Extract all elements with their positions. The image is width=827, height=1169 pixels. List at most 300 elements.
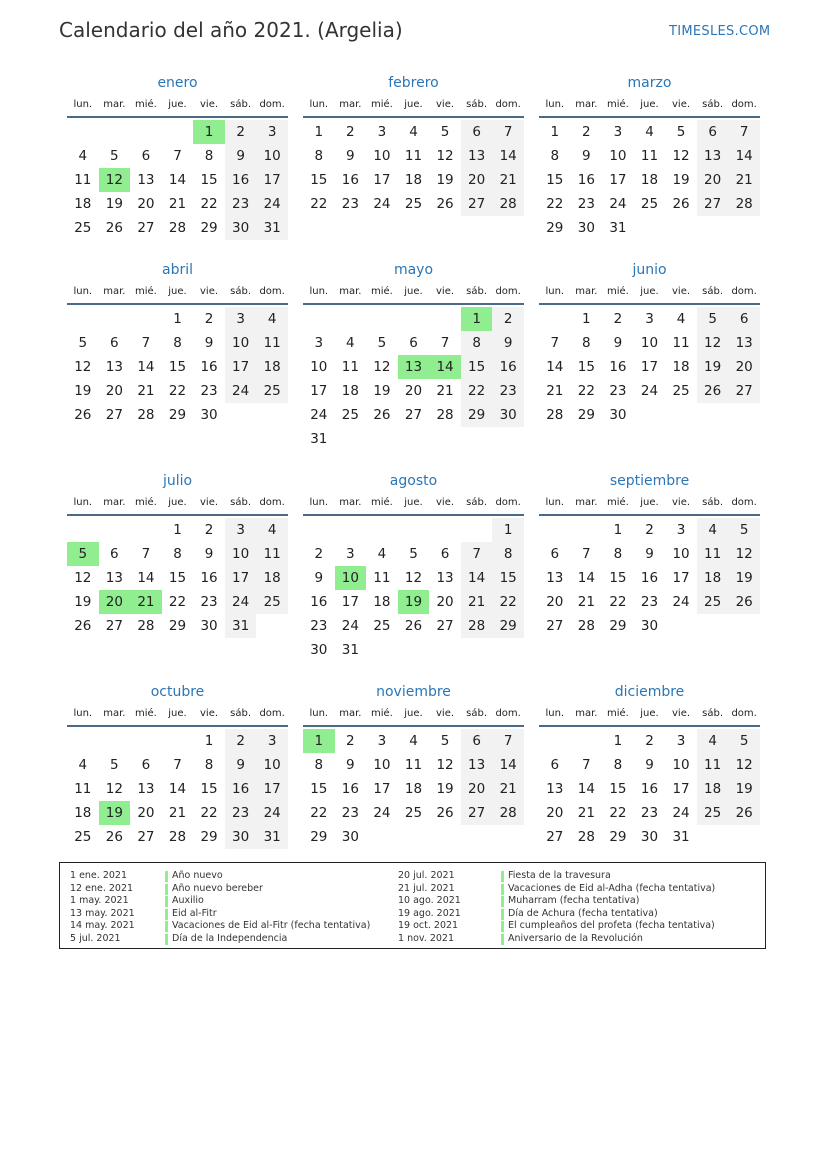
day-cell: 24 — [672, 594, 690, 610]
day-cell: 29 — [168, 407, 187, 423]
day-cell: 23 — [640, 805, 659, 821]
day-grid — [67, 518, 288, 662]
day-grid — [539, 518, 760, 662]
day-cell: 18 — [74, 805, 92, 821]
day-cell: 23 — [492, 379, 524, 403]
day-cell: 9 — [314, 570, 324, 586]
day-cell: 30 — [200, 407, 218, 423]
day-cell: 10 — [225, 542, 257, 566]
weekday-label: jue. — [404, 497, 423, 508]
day-cell: 23 — [310, 618, 328, 634]
day-cell: 3 — [645, 311, 654, 327]
day-cell: 5 — [377, 335, 387, 351]
weekday-label: mié. — [606, 99, 629, 110]
weekday-label: sáb. — [230, 708, 252, 719]
day-cell: 14 — [546, 359, 564, 375]
day-cell: 12 — [404, 570, 423, 586]
day-cell: 26 — [728, 590, 760, 614]
day-cell: 4 — [409, 124, 418, 140]
weekday-label: mié. — [134, 99, 157, 110]
day-cell: 19 — [436, 781, 454, 797]
day-grid — [67, 729, 288, 873]
day-cell: 1 — [613, 522, 623, 538]
month-marzo — [539, 72, 760, 264]
holiday-date: 13 may. 2021 — [70, 907, 135, 919]
day-cell: 21 — [461, 590, 493, 614]
holiday-day-cell: 20 — [99, 590, 131, 614]
holiday-date: 12 ene. 2021 — [70, 882, 134, 894]
day-cell: 5 — [440, 733, 450, 749]
weekday-label: jue. — [640, 708, 659, 719]
day-cell: 13 — [728, 331, 760, 355]
holiday-day-cell: 1 — [193, 120, 225, 144]
day-cell: 13 — [137, 172, 155, 188]
month-name: junio — [632, 262, 667, 278]
weekday-label: vie. — [200, 99, 219, 110]
weekday-label: lun. — [545, 99, 565, 110]
holiday-color-marker — [501, 909, 504, 920]
day-cell: 23 — [200, 383, 218, 399]
weekday-label: dom. — [259, 708, 285, 719]
day-cell: 14 — [137, 359, 155, 375]
holiday-day-cell: 14 — [429, 355, 461, 379]
day-cell: 27 — [105, 407, 123, 423]
day-cell: 2 — [346, 124, 355, 140]
day-cell: 30 — [310, 642, 328, 658]
day-cell: 21 — [168, 805, 187, 821]
day-cell: 7 — [492, 120, 524, 144]
day-cell: 16 — [200, 570, 218, 586]
day-cell: 22 — [200, 196, 218, 212]
weekday-header — [303, 94, 524, 118]
day-cell: 17 — [640, 359, 659, 375]
weekday-label: vie. — [672, 497, 691, 508]
month-enero — [67, 72, 288, 264]
day-cell: 7 — [173, 757, 182, 773]
weekday-label: lun. — [545, 708, 565, 719]
day-cell: 2 — [613, 311, 623, 327]
month-name: septiembre — [609, 473, 690, 489]
day-cell: 27 — [404, 407, 423, 423]
holiday-name: Muharram (fecha tentativa) — [508, 895, 640, 906]
day-cell: 23 — [640, 594, 659, 610]
weekday-header — [67, 281, 288, 305]
day-cell: 20 — [137, 805, 155, 821]
weekday-label: dom. — [259, 286, 285, 297]
day-cell: 26 — [436, 196, 454, 212]
day-cell: 5 — [409, 546, 418, 562]
day-cell: 18 — [404, 781, 423, 797]
day-cell: 14 — [168, 172, 187, 188]
month-name: agosto — [389, 473, 438, 489]
weekday-label: mar. — [575, 286, 598, 297]
day-cell: 1 — [613, 733, 623, 749]
day-cell: 14 — [461, 566, 493, 590]
weekday-label: dom. — [731, 708, 757, 719]
day-cell: 30 — [341, 829, 359, 845]
site-link[interactable]: TIMESLES.COM — [669, 24, 771, 39]
day-cell: 4 — [377, 546, 387, 562]
day-cell: 6 — [409, 335, 418, 351]
day-cell: 3 — [225, 307, 257, 331]
day-cell: 20 — [404, 383, 423, 399]
day-cell: 15 — [310, 172, 328, 188]
day-cell: 29 — [310, 829, 328, 845]
day-cell: 10 — [373, 757, 391, 773]
day-cell: 20 — [105, 383, 123, 399]
holiday-date: 1 nov. 2021 — [398, 932, 454, 944]
day-cell: 8 — [550, 148, 560, 164]
day-cell: 25 — [256, 590, 288, 614]
day-cell: 7 — [728, 120, 760, 144]
day-cell: 14 — [137, 570, 155, 586]
day-cell: 27 — [137, 829, 155, 845]
day-cell: 9 — [204, 546, 214, 562]
weekday-label: mar. — [103, 497, 126, 508]
weekday-label: vie. — [436, 497, 455, 508]
weekday-label: mié. — [134, 497, 157, 508]
day-cell: 17 — [341, 594, 359, 610]
day-cell: 7 — [173, 148, 182, 164]
day-cell: 6 — [728, 307, 760, 331]
day-cell: 19 — [105, 196, 123, 212]
day-grid — [539, 729, 760, 873]
weekday-label: sáb. — [230, 286, 252, 297]
holiday-name: Año nuevo bereber — [172, 882, 263, 894]
day-cell: 20 — [436, 594, 454, 610]
day-cell: 15 — [492, 566, 524, 590]
day-cell: 5 — [78, 335, 88, 351]
day-cell: 24 — [225, 379, 257, 403]
day-cell: 6 — [550, 546, 560, 562]
day-grid — [67, 120, 288, 264]
day-cell: 17 — [256, 168, 288, 192]
day-cell: 3 — [613, 124, 623, 140]
holiday-day-cell: 5 — [67, 542, 99, 566]
weekday-label: mié. — [370, 286, 393, 297]
weekday-label: mié. — [606, 497, 629, 508]
day-cell: 18 — [404, 172, 423, 188]
weekday-label: vie. — [672, 286, 691, 297]
day-cell: 22 — [168, 594, 187, 610]
day-cell: 9 — [225, 144, 257, 168]
day-grid — [303, 120, 524, 264]
day-cell: 27 — [697, 192, 729, 216]
day-cell: 7 — [440, 335, 450, 351]
weekday-label: dom. — [259, 497, 285, 508]
day-cell: 9 — [613, 335, 623, 351]
day-cell: 30 — [225, 216, 257, 240]
day-cell: 12 — [697, 331, 729, 355]
day-cell: 6 — [697, 120, 729, 144]
day-cell: 31 — [609, 220, 627, 236]
day-cell: 1 — [582, 311, 591, 327]
day-cell: 2 — [582, 124, 591, 140]
weekday-label: mié. — [370, 99, 393, 110]
day-cell: 14 — [728, 144, 760, 168]
weekday-header — [303, 703, 524, 727]
weekday-label: lun. — [545, 286, 565, 297]
weekday-header — [539, 94, 760, 118]
holiday-name: Auxilio — [172, 895, 204, 906]
weekday-label: mié. — [134, 286, 157, 297]
day-cell: 19 — [697, 355, 729, 379]
weekday-label: sáb. — [230, 99, 252, 110]
day-cell: 3 — [256, 120, 288, 144]
day-cell: 2 — [204, 311, 214, 327]
day-cell: 11 — [373, 570, 391, 586]
day-cell: 17 — [609, 172, 627, 188]
day-cell: 8 — [582, 335, 591, 351]
holiday-day-cell: 10 — [335, 566, 367, 590]
day-cell: 22 — [609, 594, 627, 610]
day-cell: 2 — [645, 522, 654, 538]
day-cell: 22 — [200, 805, 218, 821]
day-cell: 16 — [577, 172, 595, 188]
weekday-label: mié. — [606, 708, 629, 719]
day-cell: 29 — [492, 614, 524, 638]
day-cell: 15 — [168, 570, 187, 586]
holiday-date: 14 may. 2021 — [70, 920, 135, 931]
day-grid — [67, 307, 288, 451]
day-cell: 4 — [697, 729, 729, 753]
day-cell: 27 — [546, 829, 564, 845]
day-cell: 3 — [225, 518, 257, 542]
day-grid — [539, 307, 760, 451]
month-name: noviembre — [376, 684, 451, 700]
day-cell: 25 — [640, 196, 659, 212]
day-cell: 6 — [110, 546, 119, 562]
day-cell: 1 — [492, 518, 524, 542]
weekday-label: vie. — [200, 286, 219, 297]
day-cell: 28 — [137, 618, 155, 634]
day-cell: 8 — [613, 546, 623, 562]
day-cell: 9 — [645, 546, 654, 562]
day-cell: 26 — [74, 407, 92, 423]
day-cell: 2 — [225, 729, 257, 753]
day-cell: 23 — [341, 196, 359, 212]
day-cell: 12 — [436, 148, 454, 164]
day-cell: 8 — [613, 757, 623, 773]
weekday-header — [67, 492, 288, 516]
holiday-date: 1 may. 2021 — [70, 895, 129, 906]
weekday-label: sáb. — [702, 99, 724, 110]
day-cell: 15 — [609, 781, 627, 797]
weekday-label: mar. — [575, 99, 598, 110]
day-cell: 24 — [341, 618, 359, 634]
day-cell: 31 — [256, 825, 288, 849]
holiday-day-cell: 12 — [99, 168, 131, 192]
holiday-day-cell: 13 — [398, 355, 430, 379]
day-cell: 6 — [141, 757, 151, 773]
weekday-label: lun. — [309, 286, 329, 297]
day-cell: 24 — [609, 196, 627, 212]
weekday-label: dom. — [731, 286, 757, 297]
day-cell: 18 — [74, 196, 92, 212]
day-cell: 24 — [225, 590, 257, 614]
day-cell: 28 — [577, 829, 595, 845]
day-cell: 27 — [461, 192, 493, 216]
weekday-label: jue. — [168, 286, 187, 297]
day-cell: 19 — [728, 566, 760, 590]
month-diciembre — [539, 681, 760, 873]
day-cell: 1 — [314, 124, 324, 140]
day-cell: 3 — [256, 729, 288, 753]
weekday-label: sáb. — [466, 708, 488, 719]
day-cell: 19 — [74, 383, 92, 399]
day-cell: 20 — [137, 196, 155, 212]
day-cell: 31 — [310, 431, 328, 447]
day-cell: 7 — [582, 757, 591, 773]
weekday-header — [539, 281, 760, 305]
weekday-label: vie. — [200, 708, 219, 719]
month-name: mayo — [393, 262, 434, 278]
weekday-label: vie. — [672, 99, 691, 110]
holiday-date: 19 oct. 2021 — [398, 920, 459, 931]
day-cell: 30 — [577, 220, 595, 236]
day-cell: 25 — [341, 407, 359, 423]
day-cell: 15 — [546, 172, 564, 188]
day-cell: 4 — [256, 307, 288, 331]
day-cell: 9 — [204, 335, 214, 351]
day-cell: 15 — [577, 359, 595, 375]
day-cell: 17 — [373, 781, 391, 797]
day-grid — [539, 120, 760, 264]
day-cell: 29 — [609, 618, 627, 634]
day-cell: 29 — [546, 220, 564, 236]
day-cell: 15 — [168, 359, 187, 375]
day-cell: 18 — [640, 172, 659, 188]
day-cell: 4 — [346, 335, 355, 351]
weekday-label: sáb. — [466, 99, 488, 110]
weekday-label: dom. — [731, 497, 757, 508]
day-cell: 13 — [546, 570, 564, 586]
day-cell: 13 — [461, 753, 493, 777]
day-cell: 2 — [314, 546, 324, 562]
day-cell: 3 — [676, 733, 686, 749]
day-cell: 28 — [168, 220, 187, 236]
day-cell: 31 — [256, 216, 288, 240]
day-cell: 17 — [672, 781, 690, 797]
day-cell: 27 — [728, 379, 760, 403]
day-cell: 27 — [105, 618, 123, 634]
day-cell: 29 — [609, 829, 627, 845]
weekday-label: mar. — [103, 286, 126, 297]
day-cell: 21 — [728, 168, 760, 192]
month-septiembre — [539, 470, 760, 662]
holiday-name: Día de la Independencia — [172, 932, 288, 944]
holiday-date: 10 ago. 2021 — [398, 895, 461, 906]
day-cell: 20 — [461, 168, 493, 192]
weekday-label: jue. — [640, 99, 659, 110]
weekday-header — [67, 94, 288, 118]
day-cell: 22 — [310, 196, 328, 212]
day-cell: 27 — [137, 220, 155, 236]
day-cell: 31 — [225, 614, 257, 638]
holiday-name: Aniversario de la Revolución — [508, 932, 643, 944]
weekday-label: mié. — [370, 497, 393, 508]
day-cell: 15 — [609, 570, 627, 586]
day-cell: 22 — [310, 805, 328, 821]
day-cell: 7 — [141, 335, 151, 351]
weekday-header — [67, 703, 288, 727]
day-cell: 11 — [341, 359, 359, 375]
month-name: enero — [157, 75, 198, 91]
day-cell: 2 — [225, 120, 257, 144]
day-cell: 25 — [404, 805, 423, 821]
weekday-label: dom. — [495, 708, 521, 719]
day-cell: 30 — [492, 403, 524, 427]
day-cell: 12 — [373, 359, 391, 375]
day-cell: 23 — [200, 594, 218, 610]
day-cell: 3 — [676, 522, 686, 538]
day-cell: 27 — [436, 618, 454, 634]
day-cell: 14 — [577, 781, 595, 797]
day-cell: 27 — [546, 618, 564, 634]
weekday-label: jue. — [404, 708, 423, 719]
day-cell: 6 — [550, 757, 560, 773]
day-cell: 4 — [256, 518, 288, 542]
day-cell: 9 — [346, 757, 355, 773]
weekday-header — [539, 492, 760, 516]
day-cell: 21 — [492, 168, 524, 192]
weekday-header — [303, 281, 524, 305]
day-cell: 18 — [697, 777, 729, 801]
weekday-label: jue. — [404, 99, 423, 110]
day-cell: 20 — [461, 777, 493, 801]
day-cell: 29 — [461, 403, 493, 427]
day-cell: 6 — [110, 335, 119, 351]
day-cell: 28 — [461, 614, 493, 638]
day-cell: 20 — [546, 594, 564, 610]
day-cell: 5 — [728, 518, 760, 542]
day-cell: 26 — [728, 801, 760, 825]
weekday-label: mar. — [339, 708, 362, 719]
day-cell: 26 — [373, 407, 391, 423]
month-noviembre — [303, 681, 524, 873]
weekday-label: jue. — [168, 497, 187, 508]
day-cell: 1 — [173, 311, 182, 327]
day-cell: 2 — [645, 733, 654, 749]
day-grid — [303, 729, 524, 873]
day-cell: 8 — [314, 757, 324, 773]
weekday-label: lun. — [73, 708, 93, 719]
day-cell: 12 — [74, 359, 92, 375]
day-cell: 26 — [74, 618, 92, 634]
day-cell: 16 — [200, 359, 218, 375]
holiday-color-marker — [165, 909, 168, 920]
day-cell: 24 — [256, 801, 288, 825]
day-cell: 10 — [310, 359, 328, 375]
day-cell: 8 — [204, 148, 214, 164]
day-cell: 26 — [672, 196, 690, 212]
day-cell: 11 — [74, 172, 92, 188]
day-cell: 16 — [225, 168, 257, 192]
weekday-label: dom. — [495, 497, 521, 508]
day-cell: 15 — [200, 781, 218, 797]
weekday-label: lun. — [73, 99, 93, 110]
holiday-color-marker — [501, 871, 504, 882]
day-cell: 21 — [137, 383, 155, 399]
day-cell: 5 — [440, 124, 450, 140]
day-cell: 5 — [676, 124, 686, 140]
day-cell: 5 — [110, 148, 119, 164]
weekday-label: sáb. — [702, 708, 724, 719]
day-cell: 16 — [640, 570, 659, 586]
day-cell: 13 — [436, 570, 454, 586]
day-cell: 12 — [728, 542, 760, 566]
day-cell: 17 — [672, 570, 690, 586]
